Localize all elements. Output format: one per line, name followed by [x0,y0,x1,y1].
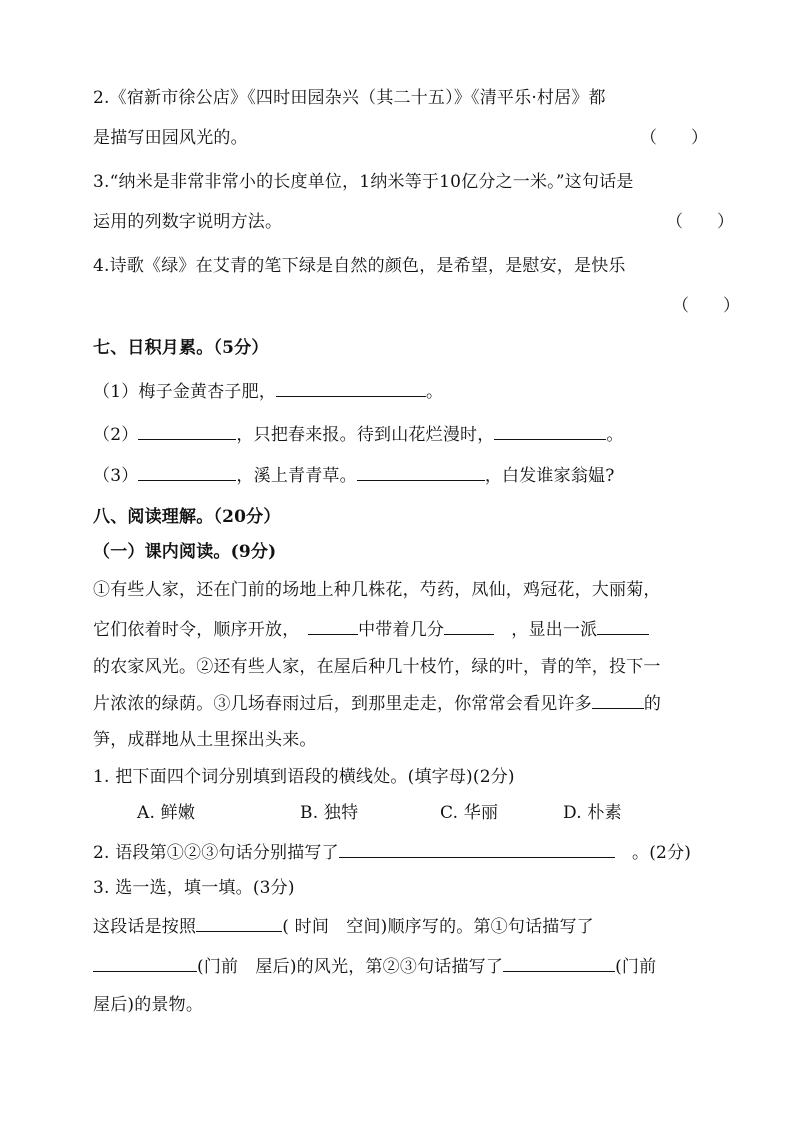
reading-q3-blank-3[interactable] [503,954,615,972]
passage-blank-1[interactable] [308,617,358,635]
passage-line4-b: 的 [643,694,662,714]
option-d: D. 朴素 [563,803,622,823]
reading-q3-line2-a: (门前 屋后)的风光，第②③句话描写了 [197,957,504,977]
judge-q2-line2: 是描写田园风光的。 [93,128,248,148]
passage-line2-b: 中带着几分 [358,620,445,640]
section7-item2-prefix: （2） [93,425,139,445]
passage-line3: 的农家风光。②还有些人家，在屋后种几十枝竹，绿的叶，青的竿，投下一 [93,657,661,677]
passage-blank-2[interactable] [444,617,494,635]
section7-heading: 七、日积月累。（5分） [93,338,269,358]
section7-item3-suffix: ，白发谁家翁媪? [484,466,615,486]
reading-q3-line3: 屋后)的景物。 [93,995,204,1015]
reading-q2-prefix: 2. 语段第①②③句话分别描写了 [93,843,339,863]
section7-item1-prefix: （1）梅子金黄杏子肥， [93,382,277,402]
section7-item1-blank[interactable] [276,379,426,397]
passage-line1: ①有些人家，还在门前的场地上种几株花，芍药，凤仙，鸡冠花，大丽菊， [93,580,661,600]
reading-q3-blank-2[interactable] [93,954,197,972]
passage-line4 [93,691,661,716]
section8-sub1-heading: （一）课内阅读。(9分) [93,542,277,562]
reading-q1: 1. 把下面四个词分别填到语段的横线处。(填字母)(2分) [93,767,515,787]
section7-item2-middle: ，只把春来报。待到山花烂漫时， [236,425,495,445]
reading-q3-line1-b: ( 时间 空间)顺序写的。第①句话描写了 [282,917,594,937]
section7-item1-suffix: 。 [426,382,444,402]
reading-q2 [93,840,691,865]
passage-line4-a: 片浓浓的绿荫。③几场春雨过后，到那里走走，你常常会看见许多 [93,694,592,714]
reading-q3-line2 [93,954,656,979]
section7-item3-blank-2[interactable] [357,463,485,481]
section8-heading: 八、阅读理解。（20分） [93,507,281,527]
judge-q3-line1: 3.“纳米是非常非常小的长度单位，1纳米等于10亿分之一米。”这句话是 [93,172,634,192]
reading-q3-blank-1[interactable] [196,914,282,932]
section7-item2-blank-2[interactable] [494,422,606,440]
section7-item1 [93,379,443,404]
passage-line2-c: ，显出一派 [494,620,598,640]
reading-q3-line2-b: (门前 [615,957,657,977]
reading-q3: 3. 选一选，填一填。(3分) [93,878,295,898]
judge-q4-line1: 4.诗歌《绿》在艾青的笔下绿是自然的颜色，是希望，是慰安，是快乐 [93,256,626,276]
reading-q3-line1-a: 这段话是按照 [93,917,197,937]
section7-item3-prefix: （3） [93,466,139,486]
reading-q2-suffix: 。(2分) [614,843,692,863]
judge-q4-answer-paren[interactable]: （ ） [672,296,740,316]
section7-item3 [93,463,615,488]
reading-q3-line1 [93,914,594,939]
passage-blank-3[interactable] [597,617,649,635]
reading-q2-blank[interactable] [339,840,615,858]
section7-item2-blank-1[interactable] [138,422,236,440]
judge-q3-line2: 运用的列数字说明方法。 [93,212,283,232]
passage-line2 [93,617,649,642]
judge-q3-answer-paren[interactable]: （ ） [666,212,734,232]
option-a: A. 鲜嫩 [137,803,196,823]
section7-item3-middle: ，溪上青青草。 [236,466,357,486]
passage-line2-a: 它们依着时令，顺序开放， [93,620,309,640]
section7-item2-suffix: 。 [606,425,624,445]
judge-q2-answer-paren[interactable]: （ ） [640,128,708,148]
option-b: B. 独特 [300,803,359,823]
section7-item3-blank-1[interactable] [138,463,236,481]
section7-item2 [93,422,624,447]
option-c: C. 华丽 [440,803,499,823]
judge-q2-line1: 2.《宿新市徐公店》《四时田园杂兴（其二十五）》《清平乐·村居》都 [93,88,606,108]
passage-line5: 笋，成群地从土里探出头来。 [93,730,317,750]
passage-blank-4[interactable] [592,691,644,709]
